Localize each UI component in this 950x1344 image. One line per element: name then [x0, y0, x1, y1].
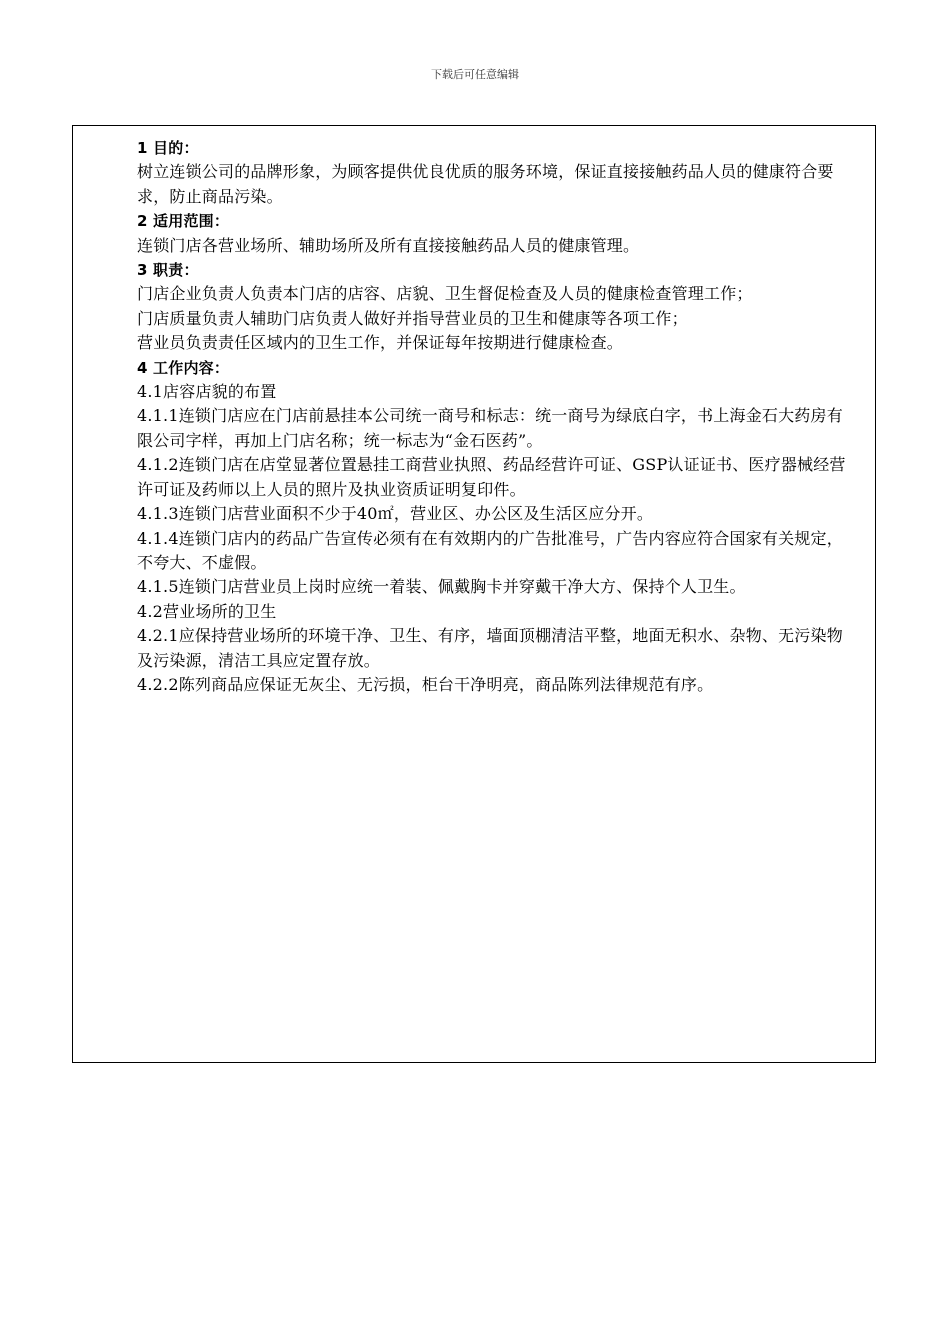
paragraph-scope: 连锁门店各营业场所、辅助场所及所有直接接触药品人员的健康管理。: [137, 235, 640, 255]
subheading-business-hygiene: 4.2营业场所的卫生: [137, 601, 277, 621]
clause-4-1-2: 4.1.2连锁门店在店堂显著位置悬挂工商营业执照、药品经营许可证、GSP认证证书、医疗器械经营许可证及药师以上人员的照片及执业资质证明复印件。: [137, 455, 846, 499]
subheading-store-appearance: 4.1店容店貌的布置: [137, 382, 277, 402]
clause-4-2-2: 4.2.2陈列商品应保证无灰尘、无污损，柜台干净明亮，商品陈列法律规范有序。: [137, 674, 714, 694]
section-heading-scope: 2 适用范围：: [137, 212, 230, 231]
paragraph-purpose: 树立连锁公司的品牌形象，为顾客提供优良优质的服务环境，保证直接接触药品人员的健康符合要求，防止商品污染。: [137, 162, 834, 206]
section-heading-purpose: 1 目的：: [137, 139, 199, 157]
document-body: [137, 136, 857, 697]
clause-4-1-1: 4.1.1连锁门店应在门店前悬挂本公司统一商号和标志：统一商号为绿底白字，书上海金石大药房有限公司字样，再加上门店名称；统一标志为“金石医药”。: [137, 406, 843, 450]
page-header-note: 下载后可任意编辑: [431, 68, 519, 81]
paragraph-responsibility-manager: 门店企业负责人负责本门店的店容、店貌、卫生督促检查及人员的健康检查管理工作；: [137, 284, 753, 304]
paragraph-responsibility-quality: 门店质量负责人辅助门店负责人做好并指导营业员的卫生和健康等各项工作；: [137, 308, 688, 328]
clause-4-1-5: 4.1.5连锁门店营业员上岗时应统一着装、佩戴胸卡并穿戴干净大方、保持个人卫生。: [137, 577, 746, 597]
document-content-box: [72, 125, 876, 1063]
section-heading-work-content: 4 工作内容：: [137, 358, 230, 377]
clause-4-1-3: 4.1.3连锁门店营业面积不少于40㎡，营业区、办公区及生活区应分开。: [137, 504, 654, 524]
paragraph-responsibility-staff: 营业员负责责任区域内的卫生工作，并保证每年按期进行健康检查。: [137, 333, 624, 353]
clause-4-1-4: 4.1.4连锁门店内的药品广告宣传必须有在有效期内的广告批准号，广告内容应符合国家有关规定，不夸大、不虚假。: [137, 528, 843, 572]
section-heading-responsibilities: 3 职责：: [137, 261, 199, 280]
clause-4-2-1: 4.2.1应保持营业场所的环境干净、卫生、有序，墙面顶棚清洁平整，地面无积水、杂物、无污染物及污染源，清洁工具应定置存放。: [137, 626, 843, 670]
